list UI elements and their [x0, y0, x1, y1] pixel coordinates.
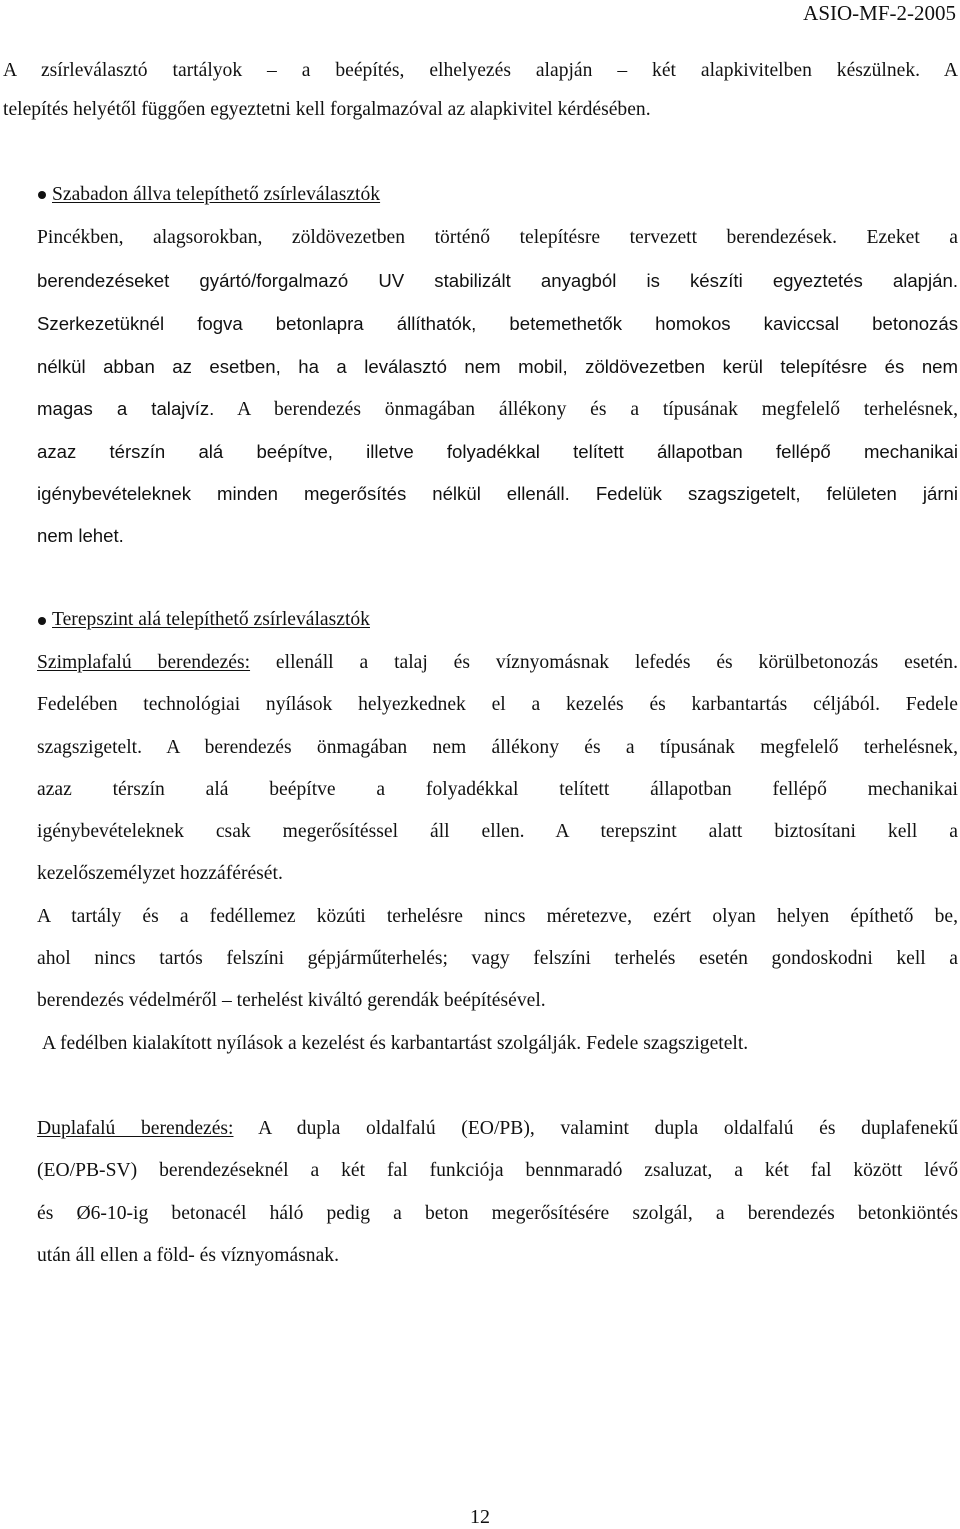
section2-line-3b: A berendezés önmagában nem állékony és a típusának megfelelő terhelésnek,	[142, 737, 958, 758]
double-line-1	[37, 1117, 958, 1141]
double-line-2: (EO/PB-SV) berendezéseknél a két fal funkciója bennmaradó zsaluzat, a két fal között lévő	[37, 1160, 958, 1181]
traffic-line-3: berendezés védelméről – terhelést kiváltó gerendák beépítésével.	[37, 990, 546, 1011]
section1-line-3: Szerkezetüknél fogva betonlapra állíthatók, betemethetők homokos kaviccsal betonozás	[37, 313, 958, 334]
section2-line-2: Fedelében technológiai nyílások helyezkednek el a kezelés és karbantartás céljából. Fedele	[37, 694, 958, 715]
section1-line-4: nélkül abban az esetben, ha a leválasztó nem mobil, zöldövezetben kerül telepítésre és nem	[37, 356, 958, 377]
section2-line-1b: ellenáll a talaj és víznyomásnak lefedés és körülbetonozás esetén.	[250, 652, 958, 673]
section1-line-5	[37, 397, 958, 422]
section1-line-8: nem lehet.	[37, 525, 124, 546]
section1-line-5b: A berendezés önmagában állékony és a típusának megfelelő terhelésnek,	[214, 399, 958, 420]
section1-line-2: berendezéseket gyártó/forgalmazó UV stabilizált anyagból is készíti egyeztetés alapján.	[37, 270, 958, 291]
section2-line-4: azaz térszín alá beépítve a folyadékkal telített állapotban fellépő mechanikai	[37, 779, 958, 800]
double-line-4: után áll ellen a föld- és víznyomásnak.	[37, 1245, 339, 1266]
section1-line-6: azaz térszín alá beépítve, illetve folyadékkal telített állapotban fellépő mechanikai	[37, 441, 958, 462]
single-wall-label: Szimplafalú berendezés:	[37, 652, 251, 673]
intro-line-2: telepítés helyétől függően egyeztetni kell forgalmazóval az alapkivitel kérdésében.	[3, 99, 651, 120]
double-line-1b: A dupla oldalfalú (EO/PB), valamint dupla oldalfalú és duplafenekű	[233, 1118, 958, 1139]
page-number: 12	[470, 1506, 490, 1528]
section1-line-5a: magas a talajvíz.	[37, 398, 215, 419]
cover-line: A fedélben kialakított nyílások a kezelést és karbantartást szolgálják. Fedele szagszigetelt.	[42, 1033, 749, 1054]
section2-line-3a: szagszigetelt.	[37, 737, 143, 758]
double-wall-label: Duplafalú berendezés:	[37, 1118, 234, 1139]
section2-line-3	[37, 736, 958, 760]
traffic-line-1: A tartály és a fedéllemez közúti terhelésre nincs méretezve, ezért olyan helyen építhető be,	[37, 906, 958, 927]
section2-title: Terepszint alá telepíthető zsírleválasztók	[52, 609, 370, 630]
section2-line-6: kezelőszemélyzet hozzáférését.	[37, 863, 283, 884]
section2-line-1	[37, 651, 958, 675]
section1-line-7: igénybevételeknek minden megerősítés nélkül ellenáll. Fedelük szagszigetelt, felületen járni	[37, 483, 958, 504]
bullet-icon	[38, 191, 46, 199]
bullet-icon	[38, 617, 46, 625]
section1-title: Szabadon állva telepíthető zsírleválasztók	[52, 184, 381, 205]
double-line-3: és Ø6-10-ig betonacél háló pedig a beton megerősítésére szolgál, a berendezés betonkiöntés	[37, 1203, 958, 1224]
section1-line-1: Pincékben, alagsorokban, zöldövezetben történő telepítésre tervezett berendezések. Ezeket a	[37, 227, 958, 248]
traffic-line-2: ahol nincs tartós felszíni gépjárműterhelés; vagy felszíni terhelés esetén gondoskodni kell a	[37, 948, 958, 969]
section2-line-5: igénybevételeknek csak megerősítéssel áll ellen. A terepszint alatt biztosítani kell a	[37, 821, 958, 842]
intro-line-1: A zsírleválasztó tartályok – a beépítés, elhelyezés alapján – két alapkivitelben készülnek. A	[3, 60, 958, 81]
document-id: ASIO-MF-2-2005	[803, 1, 956, 25]
